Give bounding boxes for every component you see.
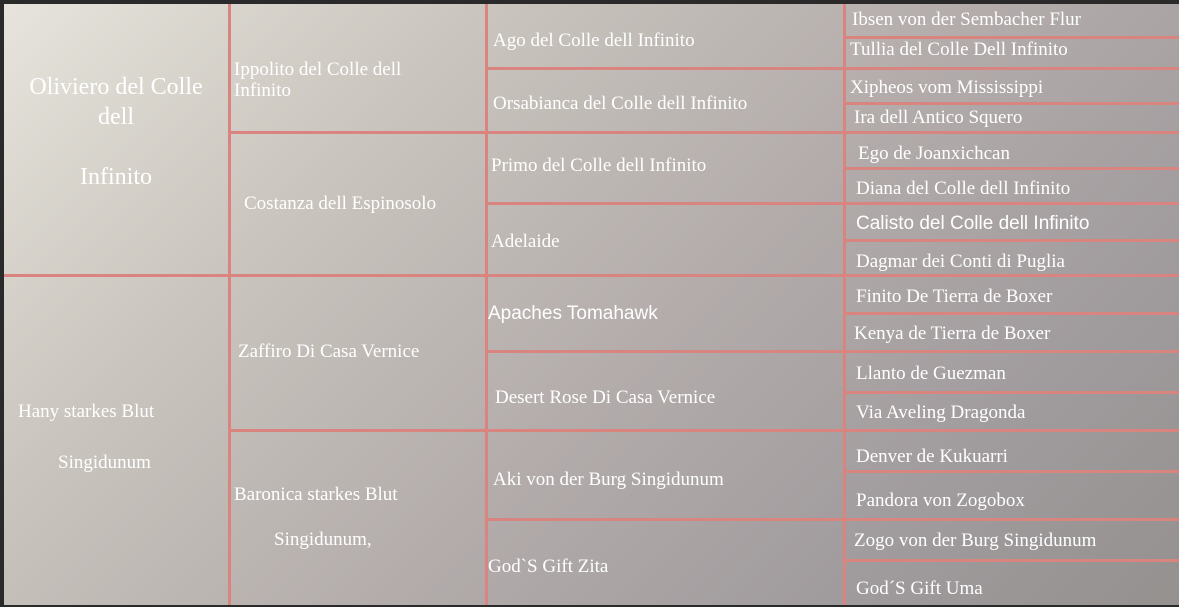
gen1-dam: [18, 400, 218, 474]
gen4-name: Calisto del Colle dell Infinito: [856, 213, 1090, 234]
gen2-line: Baronica starkes Blut: [234, 484, 398, 505]
gen4-name: God´S Gift Uma: [856, 578, 983, 599]
row-divider: [228, 131, 1179, 134]
gen3-name: God`S Gift Zita: [488, 556, 609, 577]
gen4-name: Kenya de Tierra de Boxer: [854, 323, 1051, 344]
gen3-name: Primo del Colle dell Infinito: [491, 155, 707, 176]
gen4-name: Dagmar dei Conti di Puglia: [856, 251, 1065, 272]
row-divider: [228, 429, 1179, 432]
gen2-line: Singidunum,: [274, 529, 372, 550]
gen4-name: Tullia del Colle Dell Infinito: [850, 39, 1068, 60]
gen4-name: Xipheos vom Mississippi: [850, 77, 1044, 98]
gen2-line: Ippolito del Colle dell: [234, 59, 402, 80]
gen2-line: Costanza dell Espinosolo: [244, 193, 437, 214]
gen4-name: Denver de Kukuarri: [856, 446, 1008, 467]
gen2-ippolito: [234, 59, 401, 101]
column-divider: [228, 4, 231, 605]
row-divider: [4, 274, 1179, 277]
row-divider: [843, 102, 1179, 105]
gen3-name: Orsabianca del Colle dell Infinito: [493, 93, 748, 114]
row-divider: [843, 391, 1179, 394]
gen4-name: Diana del Colle dell Infinito: [856, 178, 1071, 199]
gen4-name: Finito De Tierra de Boxer: [856, 286, 1053, 307]
gen1-dam-line: Singidunum: [58, 452, 151, 473]
gen4-name: Llanto de Guezman: [856, 363, 1006, 384]
gen1-sire: [4, 72, 228, 192]
gen2-line: Zaffiro Di Casa Vernice: [238, 341, 420, 362]
gen1-sire-line: Infinito: [80, 164, 152, 190]
row-divider: [843, 167, 1179, 170]
gen3-name: Ago del Colle dell Infinito: [493, 30, 695, 51]
row-divider: [485, 67, 1179, 70]
gen2-line: Infinito: [234, 80, 291, 101]
gen2-baronica: [234, 483, 398, 551]
row-divider: [843, 312, 1179, 315]
gen1-sire-line: dell: [98, 104, 134, 130]
gen4-name: Via Aveling Dragonda: [856, 402, 1026, 423]
row-divider: [843, 470, 1179, 473]
gen1-sire-line: [4, 132, 228, 162]
row-divider: [485, 202, 1179, 205]
row-divider: [485, 350, 1179, 353]
row-divider: [843, 559, 1179, 562]
gen4-name: Ego de Joanxichcan: [858, 143, 1010, 164]
column-divider: [843, 4, 846, 605]
gen3-name: Apaches Tomahawk: [488, 303, 658, 324]
gen4-name: Zogo von der Burg Singidunum: [854, 530, 1097, 551]
gen1-dam-line: Hany starkes Blut: [18, 401, 155, 422]
gen3-name: Adelaide: [491, 231, 560, 252]
row-divider: [485, 518, 1179, 521]
gen4-name: Pandora von Zogobox: [856, 490, 1025, 511]
gen2-zaffiro: [238, 340, 419, 363]
gen3-name: Aki von der Burg Singidunum: [493, 469, 724, 490]
gen3-name: Desert Rose Di Casa Vernice: [495, 387, 716, 408]
gen2-line: [234, 506, 398, 528]
gen4-name: Ira dell Antico Squero: [854, 107, 1023, 128]
gen4-name: Ibsen von der Sembacher Flur: [852, 9, 1081, 30]
gen1-dam-line: [18, 423, 218, 451]
gen1-sire-line: Oliviero del Colle: [29, 74, 203, 100]
pedigree-chart: [4, 4, 1179, 605]
gen2-costanza: [244, 192, 436, 215]
row-divider: [843, 239, 1179, 242]
